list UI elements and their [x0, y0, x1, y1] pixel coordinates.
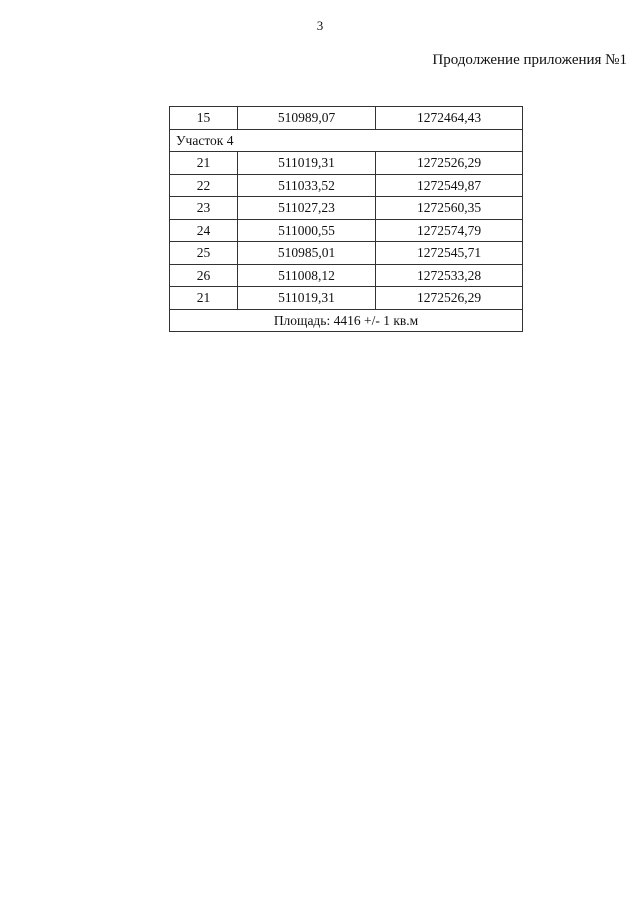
- section-label-cell: Участок 4: [170, 129, 523, 152]
- x-coordinate-cell: 511019,31: [238, 152, 376, 175]
- table-row: [170, 174, 523, 197]
- table-row: [170, 264, 523, 287]
- appendix-continuation-title: Продолжение приложения №1: [432, 52, 627, 68]
- area-cell: Площадь: 4416 +/- 1 кв.м: [170, 309, 523, 332]
- section-row: [170, 129, 523, 152]
- table-row: [170, 197, 523, 220]
- x-coordinate-cell: 511000,55: [238, 219, 376, 242]
- x-coordinate-cell: 511008,12: [238, 264, 376, 287]
- y-coordinate-cell: 1272549,87: [376, 174, 523, 197]
- table-row: [170, 219, 523, 242]
- point-number-cell: 23: [170, 197, 238, 220]
- point-number-cell: 21: [170, 287, 238, 310]
- x-coordinate-cell: 511027,23: [238, 197, 376, 220]
- table-row: [170, 242, 523, 265]
- table-row: [170, 107, 523, 130]
- y-coordinate-cell: 1272545,71: [376, 242, 523, 265]
- area-row: [170, 309, 523, 332]
- page-number: 3: [316, 18, 324, 33]
- x-coordinate-cell: 511019,31: [238, 287, 376, 310]
- point-number-cell: 21: [170, 152, 238, 175]
- table-row: [170, 287, 523, 310]
- y-coordinate-cell: 1272574,79: [376, 219, 523, 242]
- point-number-cell: 15: [170, 107, 238, 130]
- table-row: [170, 152, 523, 175]
- point-number-cell: 25: [170, 242, 238, 265]
- y-coordinate-cell: 1272560,35: [376, 197, 523, 220]
- x-coordinate-cell: 510989,07: [238, 107, 376, 130]
- y-coordinate-cell: 1272533,28: [376, 264, 523, 287]
- point-number-cell: 24: [170, 219, 238, 242]
- x-coordinate-cell: 511033,52: [238, 174, 376, 197]
- y-coordinate-cell: 1272464,43: [376, 107, 523, 130]
- coordinates-table: [169, 106, 523, 332]
- point-number-cell: 26: [170, 264, 238, 287]
- y-coordinate-cell: 1272526,29: [376, 152, 523, 175]
- point-number-cell: 22: [170, 174, 238, 197]
- y-coordinate-cell: 1272526,29: [376, 287, 523, 310]
- x-coordinate-cell: 510985,01: [238, 242, 376, 265]
